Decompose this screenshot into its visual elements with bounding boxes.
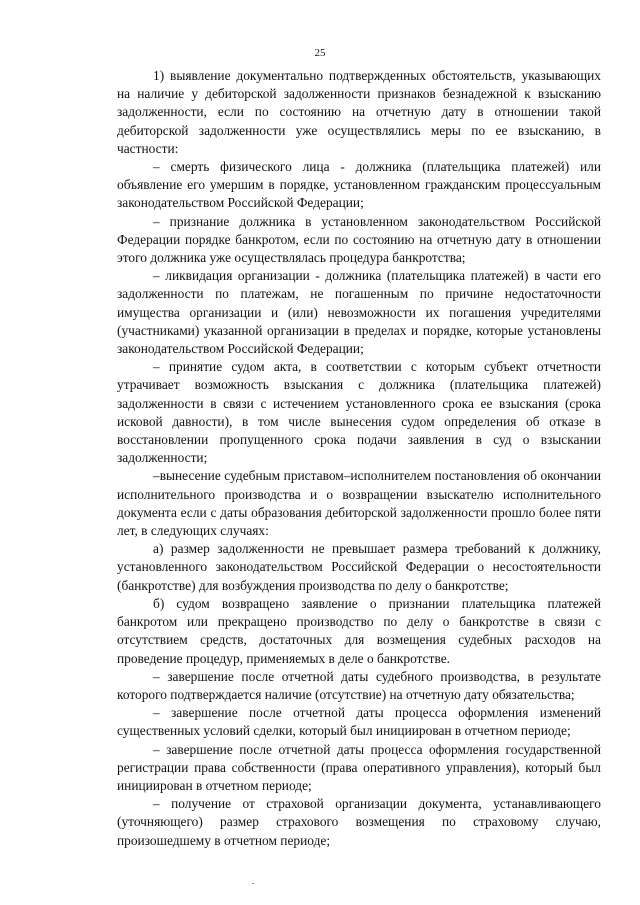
paragraph-6: –вынесение судебным приставом–исполнителем постановления об окончании исполнительного производства и о возвращении взыскателю исполнительного документа если с даты образования дебиторской задолженности прошло более пяти лет, в следующих случаях: — [117, 468, 601, 539]
paragraph-11: – завершение после отчетной даты процесса оформления государственной регистрации права собственности (права оперативного управления), который был инициирован в отчетном периоде; — [117, 741, 601, 793]
paragraph-4: – ликвидация организации - должника (плательщика платежей) в части его задолженности по платежам, не погашенным по причине недостаточности имущества организации и (или) невозможности их погашения учредителями (участниками) указанной организации в пределах и порядке, которые установлены законодательством Российской Федерации; — [117, 268, 601, 357]
paragraph-7: а) размер задолженности не превышает размера требований к должнику, установленного законодательством Российской Федерации о несостоятельности (банкротстве) для возбуждения производства по делу о банкротстве; — [117, 541, 601, 593]
paragraph-8: б) судом возвращено заявление о признании плательщика платежей банкротом или прекращено производство по делу о банкротстве в связи с отсутствием средств, достаточных для возмещения судебных расходов на проведение процедур, применяемых в деле о банкротстве. — [117, 595, 601, 666]
paragraph-10: – завершение после отчетной даты процесса оформления изменений существенных условий сделки, который был инициирован в отчетном периоде; — [117, 705, 601, 739]
paragraph-5: – принятие судом акта, в соответствии с которым субъект отчетности утрачивает возможность взыскания с должника (плательщика платежей) задолженности в связи с истечением установленного срока ее взыскания (срока исковой давности), в том числе вынесения судом определения об отказе в восстановлении пропущенного срока подачи заявления в суд о взыскании задолженности; — [117, 359, 601, 466]
paragraph-3: – признание должника в установленном законодательством Российской Федерации порядке банкротом, если по состоянию на отчетную дату в отношении этого должника уже осуществлялась процедура банкротства; — [117, 213, 601, 266]
paragraph-1: 1) выявление документально подтвержденных обстоятельств, указывающих на наличие у дебиторской задолженности признаков безнадежной к взысканию задолженности, если по состоянию на отчетную дату в отношении такой дебиторской задолженности уже осуществлялись меры по ее взысканию, в частности: — [117, 68, 601, 156]
document-body — [117, 67, 601, 850]
page-number: 25 — [314, 47, 326, 59]
scan-speck — [252, 883, 254, 884]
paragraph-9: – завершение после отчетной даты судебного производства, в результате которого подтверждается наличие (отсутствие) на отчетную дату обязательства; — [117, 668, 601, 702]
paragraph-2: – смерть физического лица - должника (плательщика платежей) или объявление его умершим в порядке, установленном гражданским процессуальным законодательством Российской Федерации; — [117, 159, 601, 211]
paragraph-12: – получение от страховой организации документа, устанавливающего (уточняющего) размер страхового возмещения по страховому случаю, произошедшему в отчетном периоде; — [117, 796, 601, 848]
